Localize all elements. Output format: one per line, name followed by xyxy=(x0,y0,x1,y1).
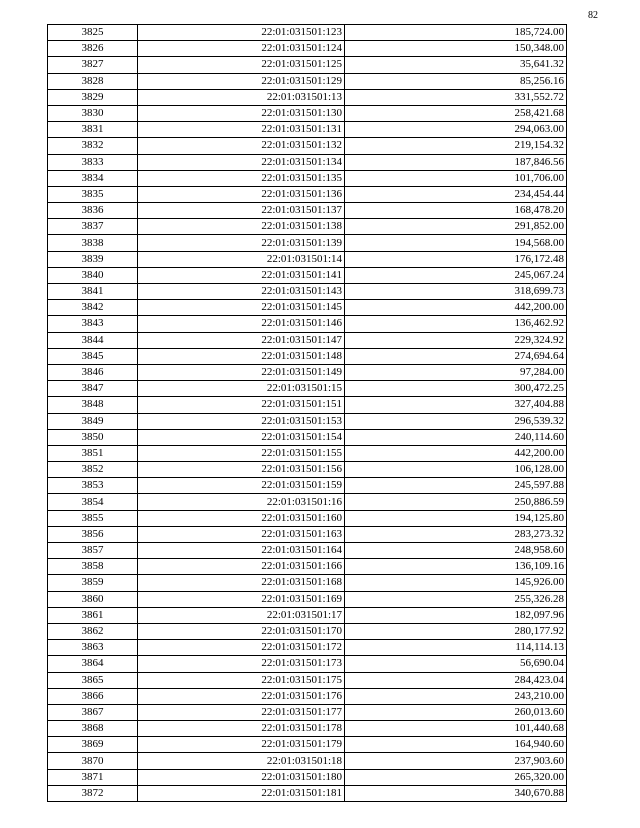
cadastral-number-cell: 22:01:031501:146 xyxy=(138,316,345,332)
table-row xyxy=(48,73,567,89)
row-number-cell: 3856 xyxy=(48,526,138,542)
row-number-cell: 3850 xyxy=(48,429,138,445)
row-number-cell: 3859 xyxy=(48,575,138,591)
row-number-cell: 3870 xyxy=(48,753,138,769)
cadastral-number-cell: 22:01:031501:180 xyxy=(138,769,345,785)
cadastral-value-cell: 185,724.00 xyxy=(345,25,567,41)
cadastral-value-cell: 250,886.59 xyxy=(345,494,567,510)
cadastral-number-cell: 22:01:031501:124 xyxy=(138,41,345,57)
table-row xyxy=(48,105,567,121)
row-number-cell: 3861 xyxy=(48,607,138,623)
table-row xyxy=(48,348,567,364)
row-number-cell: 3855 xyxy=(48,510,138,526)
cadastral-value-cell: 97,284.00 xyxy=(345,364,567,380)
row-number-cell: 3831 xyxy=(48,122,138,138)
cadastral-number-cell: 22:01:031501:153 xyxy=(138,413,345,429)
cadastral-value-cell: 229,324.92 xyxy=(345,332,567,348)
cadastral-number-cell: 22:01:031501:17 xyxy=(138,607,345,623)
cadastral-value-cell: 194,125.80 xyxy=(345,510,567,526)
cadastral-value-cell: 284,423.04 xyxy=(345,672,567,688)
cadastral-value-cell: 331,552.72 xyxy=(345,89,567,105)
cadastral-number-cell: 22:01:031501:147 xyxy=(138,332,345,348)
row-number-cell: 3857 xyxy=(48,543,138,559)
row-number-cell: 3845 xyxy=(48,348,138,364)
cadastral-value-cell: 265,320.00 xyxy=(345,769,567,785)
table-row xyxy=(48,462,567,478)
cadastral-value-cell: 296,539.32 xyxy=(345,413,567,429)
table-row xyxy=(48,332,567,348)
row-number-cell: 3864 xyxy=(48,656,138,672)
cadastral-value-cell: 187,846.56 xyxy=(345,154,567,170)
table-row xyxy=(48,753,567,769)
cadastral-number-cell: 22:01:031501:141 xyxy=(138,267,345,283)
row-number-cell: 3852 xyxy=(48,462,138,478)
cadastral-value-cell: 327,404.88 xyxy=(345,397,567,413)
table-row xyxy=(48,607,567,623)
cadastral-number-cell: 22:01:031501:135 xyxy=(138,170,345,186)
cadastral-value-cell: 168,478.20 xyxy=(345,203,567,219)
table-row xyxy=(48,413,567,429)
cadastral-value-cell: 136,109.16 xyxy=(345,559,567,575)
row-number-cell: 3848 xyxy=(48,397,138,413)
cadastral-value-cell: 136,462.92 xyxy=(345,316,567,332)
cadastral-value-cell: 318,699.73 xyxy=(345,284,567,300)
cadastral-number-cell: 22:01:031501:137 xyxy=(138,203,345,219)
table-row xyxy=(48,186,567,202)
cadastral-value-cell: 248,958.60 xyxy=(345,543,567,559)
row-number-cell: 3862 xyxy=(48,623,138,639)
table-row xyxy=(48,445,567,461)
row-number-cell: 3832 xyxy=(48,138,138,154)
cadastral-value-cell: 255,326.28 xyxy=(345,591,567,607)
cadastral-value-cell: 219,154.32 xyxy=(345,138,567,154)
row-number-cell: 3871 xyxy=(48,769,138,785)
row-number-cell: 3854 xyxy=(48,494,138,510)
table-row xyxy=(48,721,567,737)
table-row xyxy=(48,57,567,73)
table-row xyxy=(48,510,567,526)
table-row xyxy=(48,575,567,591)
table-row xyxy=(48,170,567,186)
row-number-cell: 3867 xyxy=(48,704,138,720)
cadastral-value-cell: 340,670.88 xyxy=(345,785,567,801)
row-number-cell: 3842 xyxy=(48,300,138,316)
cadastral-value-table xyxy=(47,24,567,802)
table-row xyxy=(48,640,567,656)
row-number-cell: 3872 xyxy=(48,785,138,801)
table-body xyxy=(48,25,567,802)
table-row xyxy=(48,704,567,720)
cadastral-value-cell: 35,641.32 xyxy=(345,57,567,73)
table-row xyxy=(48,25,567,41)
cadastral-number-cell: 22:01:031501:179 xyxy=(138,737,345,753)
cadastral-value-cell: 145,926.00 xyxy=(345,575,567,591)
row-number-cell: 3825 xyxy=(48,25,138,41)
table-row xyxy=(48,478,567,494)
cadastral-number-cell: 22:01:031501:14 xyxy=(138,251,345,267)
cadastral-value-cell: 85,256.16 xyxy=(345,73,567,89)
row-number-cell: 3860 xyxy=(48,591,138,607)
cadastral-value-cell: 101,440.68 xyxy=(345,721,567,737)
row-number-cell: 3844 xyxy=(48,332,138,348)
table-row xyxy=(48,591,567,607)
cadastral-number-cell: 22:01:031501:123 xyxy=(138,25,345,41)
table-row xyxy=(48,397,567,413)
table-row xyxy=(48,623,567,639)
cadastral-value-cell: 258,421.68 xyxy=(345,105,567,121)
cadastral-number-cell: 22:01:031501:172 xyxy=(138,640,345,656)
cadastral-number-cell: 22:01:031501:13 xyxy=(138,89,345,105)
cadastral-number-cell: 22:01:031501:178 xyxy=(138,721,345,737)
table-row xyxy=(48,89,567,105)
cadastral-value-cell: 194,568.00 xyxy=(345,235,567,251)
cadastral-value-cell: 234,454.44 xyxy=(345,186,567,202)
row-number-cell: 3826 xyxy=(48,41,138,57)
table-row xyxy=(48,235,567,251)
cadastral-number-cell: 22:01:031501:173 xyxy=(138,656,345,672)
table-row xyxy=(48,219,567,235)
cadastral-value-cell: 243,210.00 xyxy=(345,688,567,704)
cadastral-number-cell: 22:01:031501:132 xyxy=(138,138,345,154)
cadastral-number-cell: 22:01:031501:149 xyxy=(138,364,345,380)
cadastral-number-cell: 22:01:031501:148 xyxy=(138,348,345,364)
row-number-cell: 3837 xyxy=(48,219,138,235)
row-number-cell: 3836 xyxy=(48,203,138,219)
cadastral-number-cell: 22:01:031501:136 xyxy=(138,186,345,202)
row-number-cell: 3851 xyxy=(48,445,138,461)
cadastral-value-cell: 114,114.13 xyxy=(345,640,567,656)
table-row xyxy=(48,251,567,267)
cadastral-number-cell: 22:01:031501:175 xyxy=(138,672,345,688)
table-row xyxy=(48,138,567,154)
cadastral-number-cell: 22:01:031501:15 xyxy=(138,381,345,397)
table-row xyxy=(48,769,567,785)
cadastral-number-cell: 22:01:031501:156 xyxy=(138,462,345,478)
row-number-cell: 3869 xyxy=(48,737,138,753)
row-number-cell: 3830 xyxy=(48,105,138,121)
cadastral-value-cell: 101,706.00 xyxy=(345,170,567,186)
cadastral-number-cell: 22:01:031501:166 xyxy=(138,559,345,575)
row-number-cell: 3833 xyxy=(48,154,138,170)
cadastral-number-cell: 22:01:031501:160 xyxy=(138,510,345,526)
cadastral-number-cell: 22:01:031501:131 xyxy=(138,122,345,138)
cadastral-value-cell: 245,067.24 xyxy=(345,267,567,283)
cadastral-number-cell: 22:01:031501:134 xyxy=(138,154,345,170)
table-row xyxy=(48,154,567,170)
row-number-cell: 3838 xyxy=(48,235,138,251)
cadastral-value-cell: 240,114.60 xyxy=(345,429,567,445)
cadastral-value-cell: 291,852.00 xyxy=(345,219,567,235)
row-number-cell: 3834 xyxy=(48,170,138,186)
table-row xyxy=(48,364,567,380)
cadastral-value-cell: 176,172.48 xyxy=(345,251,567,267)
table-row xyxy=(48,559,567,575)
cadastral-value-cell: 280,177.92 xyxy=(345,623,567,639)
cadastral-number-cell: 22:01:031501:16 xyxy=(138,494,345,510)
row-number-cell: 3840 xyxy=(48,267,138,283)
cadastral-value-cell: 182,097.96 xyxy=(345,607,567,623)
cadastral-number-cell: 22:01:031501:170 xyxy=(138,623,345,639)
row-number-cell: 3839 xyxy=(48,251,138,267)
cadastral-number-cell: 22:01:031501:159 xyxy=(138,478,345,494)
row-number-cell: 3863 xyxy=(48,640,138,656)
cadastral-number-cell: 22:01:031501:129 xyxy=(138,73,345,89)
table-row xyxy=(48,656,567,672)
cadastral-value-cell: 56,690.04 xyxy=(345,656,567,672)
cadastral-number-cell: 22:01:031501:169 xyxy=(138,591,345,607)
table-row xyxy=(48,203,567,219)
cadastral-value-cell: 442,200.00 xyxy=(345,300,567,316)
cadastral-number-cell: 22:01:031501:138 xyxy=(138,219,345,235)
table-row xyxy=(48,267,567,283)
row-number-cell: 3866 xyxy=(48,688,138,704)
cadastral-value-cell: 164,940.60 xyxy=(345,737,567,753)
row-number-cell: 3827 xyxy=(48,57,138,73)
row-number-cell: 3835 xyxy=(48,186,138,202)
cadastral-number-cell: 22:01:031501:154 xyxy=(138,429,345,445)
cadastral-value-cell: 260,013.60 xyxy=(345,704,567,720)
cadastral-number-cell: 22:01:031501:176 xyxy=(138,688,345,704)
table-row xyxy=(48,381,567,397)
cadastral-number-cell: 22:01:031501:145 xyxy=(138,300,345,316)
table-row xyxy=(48,494,567,510)
cadastral-value-cell: 150,348.00 xyxy=(345,41,567,57)
cadastral-value-cell: 274,694.64 xyxy=(345,348,567,364)
cadastral-value-cell: 245,597.88 xyxy=(345,478,567,494)
cadastral-number-cell: 22:01:031501:18 xyxy=(138,753,345,769)
cadastral-number-cell: 22:01:031501:177 xyxy=(138,704,345,720)
cadastral-number-cell: 22:01:031501:168 xyxy=(138,575,345,591)
row-number-cell: 3868 xyxy=(48,721,138,737)
table-row xyxy=(48,688,567,704)
table-row xyxy=(48,672,567,688)
cadastral-value-cell: 283,273.32 xyxy=(345,526,567,542)
cadastral-number-cell: 22:01:031501:181 xyxy=(138,785,345,801)
table-row xyxy=(48,284,567,300)
cadastral-number-cell: 22:01:031501:151 xyxy=(138,397,345,413)
cadastral-number-cell: 22:01:031501:125 xyxy=(138,57,345,73)
row-number-cell: 3847 xyxy=(48,381,138,397)
table-row xyxy=(48,429,567,445)
row-number-cell: 3849 xyxy=(48,413,138,429)
row-number-cell: 3829 xyxy=(48,89,138,105)
table-row xyxy=(48,300,567,316)
table-row xyxy=(48,41,567,57)
table-row xyxy=(48,122,567,138)
row-number-cell: 3843 xyxy=(48,316,138,332)
page-number: 82 xyxy=(588,10,598,21)
table-row xyxy=(48,526,567,542)
cadastral-value-cell: 106,128.00 xyxy=(345,462,567,478)
table-row xyxy=(48,737,567,753)
cadastral-value-cell: 294,063.00 xyxy=(345,122,567,138)
row-number-cell: 3846 xyxy=(48,364,138,380)
cadastral-value-cell: 442,200.00 xyxy=(345,445,567,461)
row-number-cell: 3865 xyxy=(48,672,138,688)
cadastral-number-cell: 22:01:031501:164 xyxy=(138,543,345,559)
cadastral-number-cell: 22:01:031501:163 xyxy=(138,526,345,542)
cadastral-number-cell: 22:01:031501:139 xyxy=(138,235,345,251)
cadastral-number-cell: 22:01:031501:130 xyxy=(138,105,345,121)
row-number-cell: 3853 xyxy=(48,478,138,494)
cadastral-number-cell: 22:01:031501:143 xyxy=(138,284,345,300)
table-row xyxy=(48,316,567,332)
table-row xyxy=(48,785,567,801)
table-row xyxy=(48,543,567,559)
cadastral-value-cell: 300,472.25 xyxy=(345,381,567,397)
row-number-cell: 3841 xyxy=(48,284,138,300)
row-number-cell: 3828 xyxy=(48,73,138,89)
cadastral-value-cell: 237,903.60 xyxy=(345,753,567,769)
row-number-cell: 3858 xyxy=(48,559,138,575)
cadastral-number-cell: 22:01:031501:155 xyxy=(138,445,345,461)
